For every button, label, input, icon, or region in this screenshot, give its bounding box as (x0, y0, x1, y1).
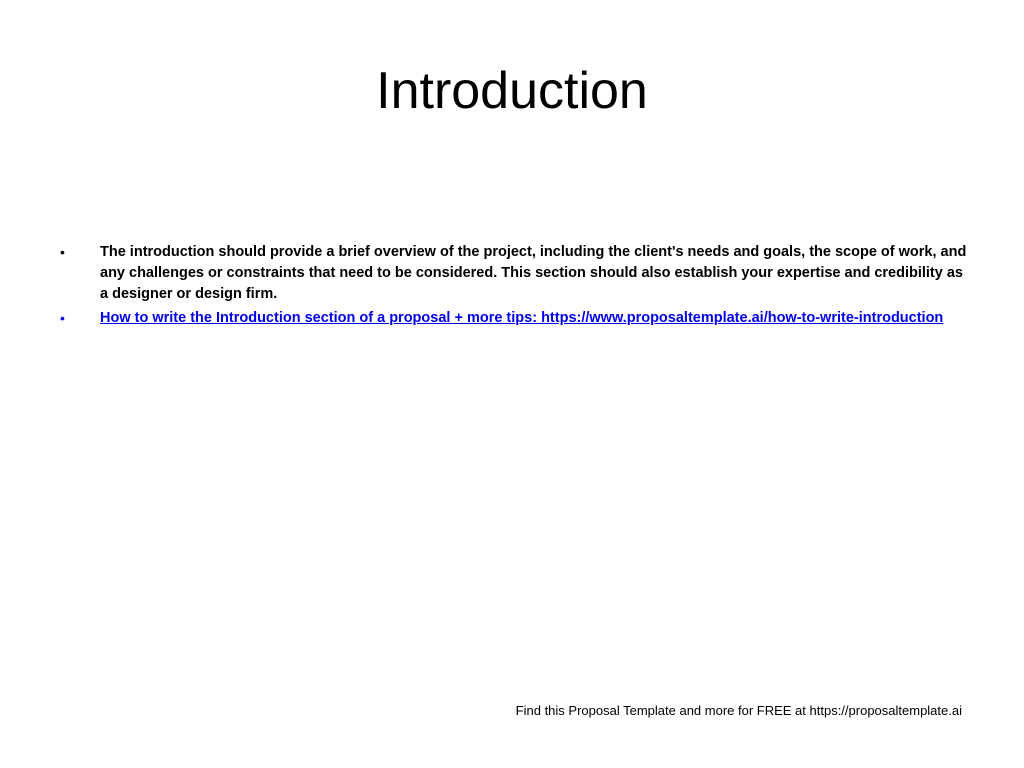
bullet-marker: • (60, 310, 65, 326)
bullet-list (60, 242, 970, 332)
bullet-marker: • (60, 244, 65, 260)
bullet-item-overview (60, 242, 970, 305)
slide-title: Introduction (376, 62, 648, 120)
how-to-write-introduction-link[interactable]: How to write the Introduction section of a proposal + more tips: https://www.proposaltemplate.ai/how-to-write-introduction (100, 310, 944, 326)
footer-text: Find this Proposal Template and more for FREE at https://proposaltemplate.ai (515, 703, 962, 718)
bullet-item-link (60, 308, 970, 329)
bullet-text: The introduction should provide a brief overview of the project, including the client's needs and goals, the scope of work, and any challenges or constraints that need to be considered. This section should also establish your expertise and credibility as a designer or design firm. (100, 244, 967, 302)
